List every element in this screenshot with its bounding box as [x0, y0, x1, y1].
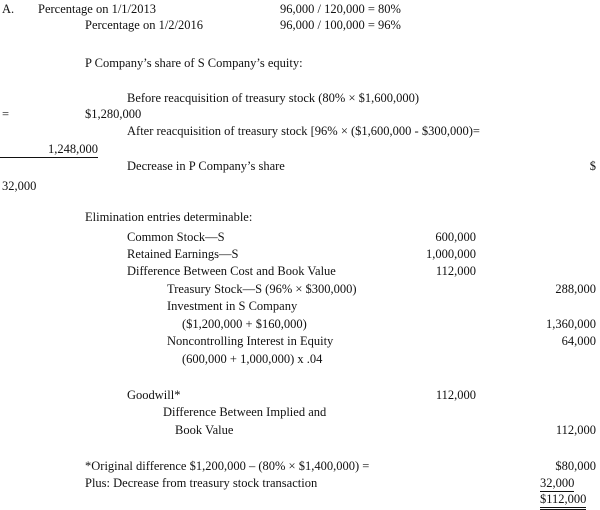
- decrease-value: 32,000: [2, 179, 37, 193]
- footnote-line2-value: 32,000: [540, 476, 575, 490]
- nci-label: Noncontrolling Interest in Equity: [167, 334, 334, 348]
- decrease-text: Decrease in P Company’s share: [127, 159, 285, 173]
- section-label: A.: [2, 2, 15, 16]
- diff-implied-line1: Difference Between Implied and: [163, 405, 327, 419]
- difference-debit: 112,000: [435, 264, 476, 278]
- treasury-stock-label: Treasury Stock—S (96% × $300,000): [167, 282, 357, 296]
- common-stock-debit: 600,000: [435, 230, 476, 244]
- investment-detail: ($1,200,000 + $160,000): [182, 317, 307, 331]
- nci-detail: (600,000 + 1,000,000) x .04: [182, 352, 323, 366]
- before-reacquisition-value: $1,280,000: [85, 107, 142, 121]
- goodwill-label: Goodwill*: [127, 388, 181, 402]
- footnote-line1: *Original difference $1,200,000 – (80% × $1,400,000) =: [85, 459, 370, 473]
- after-reacquisition-text: After reacquisition of treasury stock [96% × ($1,600,000 - $300,000)=: [127, 124, 480, 138]
- footnote-line1-value: $80,000: [555, 459, 596, 473]
- percentage-2013-calc: 96,000 / 120,000 = 80%: [280, 2, 401, 16]
- goodwill-debit: 112,000: [435, 388, 476, 402]
- diff-implied-credit: 112,000: [555, 423, 596, 437]
- difference-label: Difference Between Cost and Book Value: [127, 264, 336, 278]
- diff-implied-line2: Book Value: [175, 423, 234, 437]
- retained-earnings-label: Retained Earnings—S: [127, 247, 239, 261]
- retained-earnings-debit: 1,000,000: [426, 247, 476, 261]
- percentage-2016-label: Percentage on 1/2/2016: [85, 18, 204, 32]
- nci-credit: 64,000: [561, 334, 596, 348]
- footnote-line2-value-wrap: [540, 477, 574, 490]
- elimination-heading: Elimination entries determinable:: [85, 210, 253, 224]
- percentage-2013-label: Percentage on 1/1/2013: [38, 2, 157, 16]
- investment-label: Investment in S Company: [167, 299, 298, 313]
- investment-credit: 1,360,000: [546, 317, 596, 331]
- decrease-dollar-sign: $: [589, 159, 596, 173]
- before-reacquisition-text: Before reacquisition of treasury stock (80% × $1,600,000): [127, 91, 420, 105]
- footnote-total: $112,000: [540, 492, 586, 510]
- footnote-line2: Plus: Decrease from treasury stock transaction: [85, 476, 318, 490]
- percentage-2016-calc: 96,000 / 100,000 = 96%: [280, 18, 401, 32]
- footnote-total-wrap: [540, 493, 586, 506]
- treasury-stock-credit: 288,000: [555, 282, 596, 296]
- share-heading: P Company’s share of S Company’s equity:: [85, 56, 303, 70]
- before-reacquisition-equals: =: [2, 107, 10, 121]
- common-stock-label: Common Stock—S: [127, 230, 225, 244]
- after-reacquisition-value: 1,248,000: [0, 143, 98, 158]
